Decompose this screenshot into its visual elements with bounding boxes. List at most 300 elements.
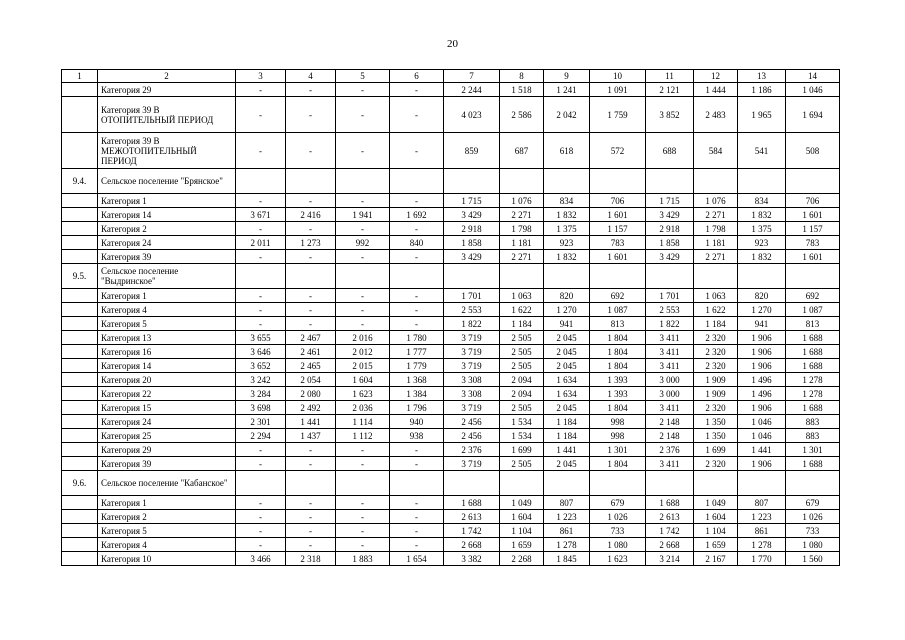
table-cell: 1 104 [694,524,738,538]
table-cell: 923 [738,236,786,250]
table-cell: - [286,524,336,538]
table-cell: - [286,194,336,208]
table-cell: 1 157 [590,222,646,236]
table-cell: 1 270 [738,303,786,317]
column-header: 2 [98,70,236,83]
table-cell: 783 [786,236,840,250]
table-cell: 1 604 [694,510,738,524]
table-cell: 2 416 [286,208,336,222]
table-cell: 2 461 [286,345,336,359]
table-cell: 861 [544,524,590,538]
table-cell: - [390,222,444,236]
row-label: Категория 4 [98,538,236,552]
table-cell: 2 244 [444,83,500,97]
table-cell: 2 376 [646,443,694,457]
table-cell: 1 659 [500,538,544,552]
table-row [62,97,840,133]
table-cell: 2 320 [694,331,738,345]
table-cell: 1 742 [444,524,500,538]
table-cell: 1 858 [646,236,694,250]
table-cell: 584 [694,133,738,169]
table-cell: 3 411 [646,331,694,345]
table-row [62,443,840,457]
row-label: Категория 1 [98,496,236,510]
table-cell: 1 063 [694,289,738,303]
table-cell [286,471,336,496]
row-label: Категория 29 [98,83,236,97]
table-cell: 2 376 [444,443,500,457]
table-cell: - [336,289,390,303]
table-row [62,317,840,331]
table-cell: 1 759 [590,97,646,133]
table-cell: 2 318 [286,552,336,566]
table-cell: 1 909 [694,373,738,387]
table-cell: - [336,524,390,538]
table-cell: 807 [738,496,786,510]
row-label: Категория 22 [98,387,236,401]
table-row [62,236,840,250]
section-number [62,83,98,97]
table-cell: 1 496 [738,387,786,401]
table-cell: - [286,222,336,236]
row-label: Категория 39 В МЕЖОТОПИТЕЛЬНЫЙ ПЕРИОД [98,133,236,169]
table-row [62,169,840,194]
table-cell: 2 045 [544,401,590,415]
row-label: Сельское поселение "Кабанское" [98,471,236,496]
table-cell: 2 505 [500,331,544,345]
row-label: Категория 4 [98,303,236,317]
table-cell: 2 613 [444,510,500,524]
table-cell: 1 622 [694,303,738,317]
table-cell: 3 646 [236,345,286,359]
table-cell: 2 045 [544,457,590,471]
section-number [62,236,98,250]
table-cell: 3 429 [444,250,500,264]
column-header: 14 [786,70,840,83]
table-cell: 1 906 [738,359,786,373]
row-label: Категория 24 [98,415,236,429]
table-cell: 2 268 [500,552,544,566]
table-cell: 2 016 [336,331,390,345]
table-cell: 992 [336,236,390,250]
table-cell: 2 167 [694,552,738,566]
table-cell [694,471,738,496]
table-cell: 1 278 [786,387,840,401]
row-label: Категория 16 [98,345,236,359]
table-cell: 3 852 [646,97,694,133]
table-cell: 1 278 [544,538,590,552]
table-row [62,524,840,538]
table-cell: 1 798 [694,222,738,236]
table-cell: 1 604 [500,510,544,524]
table-cell: 1 906 [738,457,786,471]
table-cell: - [336,510,390,524]
column-header: 3 [236,70,286,83]
table-cell: - [336,317,390,331]
table-cell: 1 181 [500,236,544,250]
section-number [62,97,98,133]
table-cell [738,471,786,496]
table-cell: 941 [738,317,786,331]
table-cell: 3 429 [444,208,500,222]
table-cell: 1 350 [694,415,738,429]
table-cell: 883 [786,429,840,443]
column-header: 11 [646,70,694,83]
table-cell: 1 832 [738,250,786,264]
table-row [62,387,840,401]
table-cell [444,471,500,496]
table-cell: 1 804 [590,401,646,415]
table-cell: 1 518 [500,83,544,97]
section-number [62,387,98,401]
column-header: 1 [62,70,98,83]
table-body [62,83,840,566]
table-cell: 1 622 [500,303,544,317]
table-cell: 1 688 [786,401,840,415]
table-row [62,331,840,345]
row-label: Категория 2 [98,222,236,236]
table-cell: 3 719 [444,457,500,471]
table-row [62,471,840,496]
table-cell: 1 241 [544,83,590,97]
table-cell: 1 604 [336,373,390,387]
table-cell: 508 [786,133,840,169]
table-cell: 2 271 [500,250,544,264]
table-cell: 3 698 [236,401,286,415]
table-cell: 679 [590,496,646,510]
row-label: Сельское поселение "Выдринское" [98,264,236,289]
table-cell [444,169,500,194]
table-cell: 1 301 [786,443,840,457]
table-cell: - [336,303,390,317]
table-cell: 1 883 [336,552,390,566]
table-cell: 1 701 [646,289,694,303]
table-cell: - [390,83,444,97]
table-cell: - [236,250,286,264]
table-cell: 3 411 [646,401,694,415]
table-cell: 1 278 [786,373,840,387]
row-label: Категория 39 [98,457,236,471]
section-number [62,359,98,373]
table-row [62,510,840,524]
table-cell: 2 613 [646,510,694,524]
table-cell: 1 906 [738,331,786,345]
table-row [62,83,840,97]
table-cell: 3 719 [444,331,500,345]
table-cell: 1 601 [590,208,646,222]
table-cell [544,471,590,496]
table-cell: - [390,538,444,552]
table-cell: 1 441 [286,415,336,429]
table-cell: 1 694 [786,97,840,133]
table-cell: 2 094 [500,387,544,401]
table-cell: 1 184 [500,317,544,331]
table-cell: - [236,538,286,552]
row-label: Категория 24 [98,236,236,250]
table-cell [786,264,840,289]
table-cell: - [286,97,336,133]
table-row [62,289,840,303]
row-label: Категория 39 [98,250,236,264]
table-cell: 1 601 [590,250,646,264]
table-cell: 2 668 [646,538,694,552]
table-row [62,345,840,359]
table-cell: 2 320 [694,457,738,471]
table-cell [590,471,646,496]
table-cell [500,169,544,194]
table-cell: 2 271 [500,208,544,222]
table-cell: 2 456 [444,415,500,429]
table-cell: 1 091 [590,83,646,97]
table-cell [236,471,286,496]
table-cell: 4 023 [444,97,500,133]
section-number [62,443,98,457]
table-cell: 1 223 [544,510,590,524]
row-label: Категория 20 [98,373,236,387]
table-cell: 2 586 [500,97,544,133]
table-cell [336,264,390,289]
row-label: Категория 2 [98,510,236,524]
table-cell: - [390,524,444,538]
table-cell: 2 271 [694,208,738,222]
table-cell [444,264,500,289]
table-cell: 3 719 [444,401,500,415]
row-label: Категория 10 [98,552,236,566]
table-cell: 2 094 [500,373,544,387]
table-cell: 692 [590,289,646,303]
table-cell: - [236,317,286,331]
table-cell: - [336,194,390,208]
table-cell: - [336,133,390,169]
table-cell: 3 382 [444,552,500,566]
section-number [62,510,98,524]
table-cell: - [236,97,286,133]
section-number: 9.6. [62,471,98,496]
table-cell: - [336,222,390,236]
column-header: 13 [738,70,786,83]
table-cell: 1 701 [444,289,500,303]
table-cell: 1 441 [738,443,786,457]
table-cell: - [336,443,390,457]
table-cell: 3 411 [646,457,694,471]
row-label: Категория 1 [98,194,236,208]
table-cell: 3 308 [444,373,500,387]
table-row [62,538,840,552]
table-cell [236,264,286,289]
table-cell: 2 505 [500,345,544,359]
table-cell: 1 699 [500,443,544,457]
table-cell: 618 [544,133,590,169]
table-cell: - [390,133,444,169]
table-cell: 2 553 [646,303,694,317]
table-cell [590,264,646,289]
table-cell [646,169,694,194]
table-row [62,457,840,471]
table-cell: 2 456 [444,429,500,443]
table-cell: - [286,538,336,552]
table-cell: 1 688 [646,496,694,510]
table-cell: 1 087 [786,303,840,317]
table-cell: 1 715 [646,194,694,208]
table-cell: 1 777 [390,345,444,359]
table-cell: 3 242 [236,373,286,387]
table-cell: - [336,250,390,264]
table-cell: - [236,510,286,524]
table-cell: 1 623 [336,387,390,401]
section-number [62,250,98,264]
table-cell: 1 822 [646,317,694,331]
table-cell: 3 000 [646,387,694,401]
table-cell: - [236,443,286,457]
table-cell: 1 278 [738,538,786,552]
table-cell: 1 104 [500,524,544,538]
table-cell: 706 [590,194,646,208]
table-cell: 2 918 [646,222,694,236]
table-cell: 1 688 [786,457,840,471]
table-cell: 1 184 [544,429,590,443]
table-cell: 2 148 [646,429,694,443]
table-cell: 820 [544,289,590,303]
table-cell: 807 [544,496,590,510]
table-cell: 2 042 [544,97,590,133]
table-cell: - [336,538,390,552]
table-cell: 1 804 [590,359,646,373]
table-cell: - [236,222,286,236]
table-cell: - [390,457,444,471]
table-cell: - [286,510,336,524]
section-number [62,457,98,471]
table-cell [390,264,444,289]
table-cell: - [286,133,336,169]
table-cell: 1 437 [286,429,336,443]
table-cell: 1 688 [786,345,840,359]
section-number: 9.5. [62,264,98,289]
column-header: 8 [500,70,544,83]
table-cell: - [390,303,444,317]
table-cell: 2 011 [236,236,286,250]
table-row [62,401,840,415]
table-cell: 820 [738,289,786,303]
table-cell: 1 688 [786,359,840,373]
section-number [62,194,98,208]
table-cell: - [286,250,336,264]
table-cell: - [236,524,286,538]
table-row [62,250,840,264]
table-cell: 1 692 [390,208,444,222]
table-cell [286,169,336,194]
table-cell: 1 301 [590,443,646,457]
table-cell: 1 087 [590,303,646,317]
table-cell: - [236,194,286,208]
table-cell: 1 076 [500,194,544,208]
table-row [62,222,840,236]
table-cell [544,264,590,289]
table-cell [390,169,444,194]
table-cell: - [336,97,390,133]
table-cell [500,264,544,289]
table-cell: 3 652 [236,359,286,373]
table-row [62,496,840,510]
table-cell [694,169,738,194]
table-cell: 1 375 [544,222,590,236]
table-cell: 1 623 [590,552,646,566]
table-cell: - [236,457,286,471]
table-cell: 2 015 [336,359,390,373]
table-cell: 3 719 [444,359,500,373]
table-cell: 883 [786,415,840,429]
section-number [62,538,98,552]
table-cell: 1 181 [694,236,738,250]
table-cell: 1 080 [786,538,840,552]
table-cell: 1 184 [544,415,590,429]
section-number [62,524,98,538]
row-label: Категория 15 [98,401,236,415]
column-number-row [62,70,840,83]
table-cell: - [236,289,286,303]
table-cell: - [390,194,444,208]
table-cell: 2 505 [500,457,544,471]
table-cell: 2 668 [444,538,500,552]
table-cell: 1 699 [694,443,738,457]
column-header: 7 [444,70,500,83]
table-cell: 1 634 [544,387,590,401]
table-cell: 1 184 [694,317,738,331]
table-cell: 3 411 [646,345,694,359]
table-cell: 1 046 [738,415,786,429]
table-cell: 733 [590,524,646,538]
table-cell: 687 [500,133,544,169]
table-cell: 834 [544,194,590,208]
table-cell [544,169,590,194]
table-row [62,133,840,169]
table-cell: 733 [786,524,840,538]
section-number [62,303,98,317]
section-number [62,345,98,359]
table-cell: 1 742 [646,524,694,538]
table-cell: - [286,457,336,471]
table-cell: - [390,443,444,457]
table-row [62,264,840,289]
table-cell: - [286,317,336,331]
table-cell: 1 441 [544,443,590,457]
table-cell: 1 779 [390,359,444,373]
table-cell: 1 715 [444,194,500,208]
table-row [62,552,840,566]
table-cell: 1 770 [738,552,786,566]
table-cell: 1 858 [444,236,500,250]
table-cell: - [336,496,390,510]
table-cell: 3 214 [646,552,694,566]
table-cell: 1 798 [500,222,544,236]
table-cell: 1 832 [738,208,786,222]
table-cell: 1 046 [786,83,840,97]
section-number [62,415,98,429]
table-cell: 1 393 [590,373,646,387]
table-cell: 1 046 [738,429,786,443]
table-cell: 1 804 [590,345,646,359]
column-header: 5 [336,70,390,83]
table-cell: - [286,289,336,303]
table-row [62,359,840,373]
table-cell: 692 [786,289,840,303]
table-cell: 834 [738,194,786,208]
table-cell: 3 284 [236,387,286,401]
table-cell: 2 320 [694,345,738,359]
table-cell: 1 223 [738,510,786,524]
table-cell [590,169,646,194]
table-cell: 1 804 [590,331,646,345]
table-cell [646,471,694,496]
